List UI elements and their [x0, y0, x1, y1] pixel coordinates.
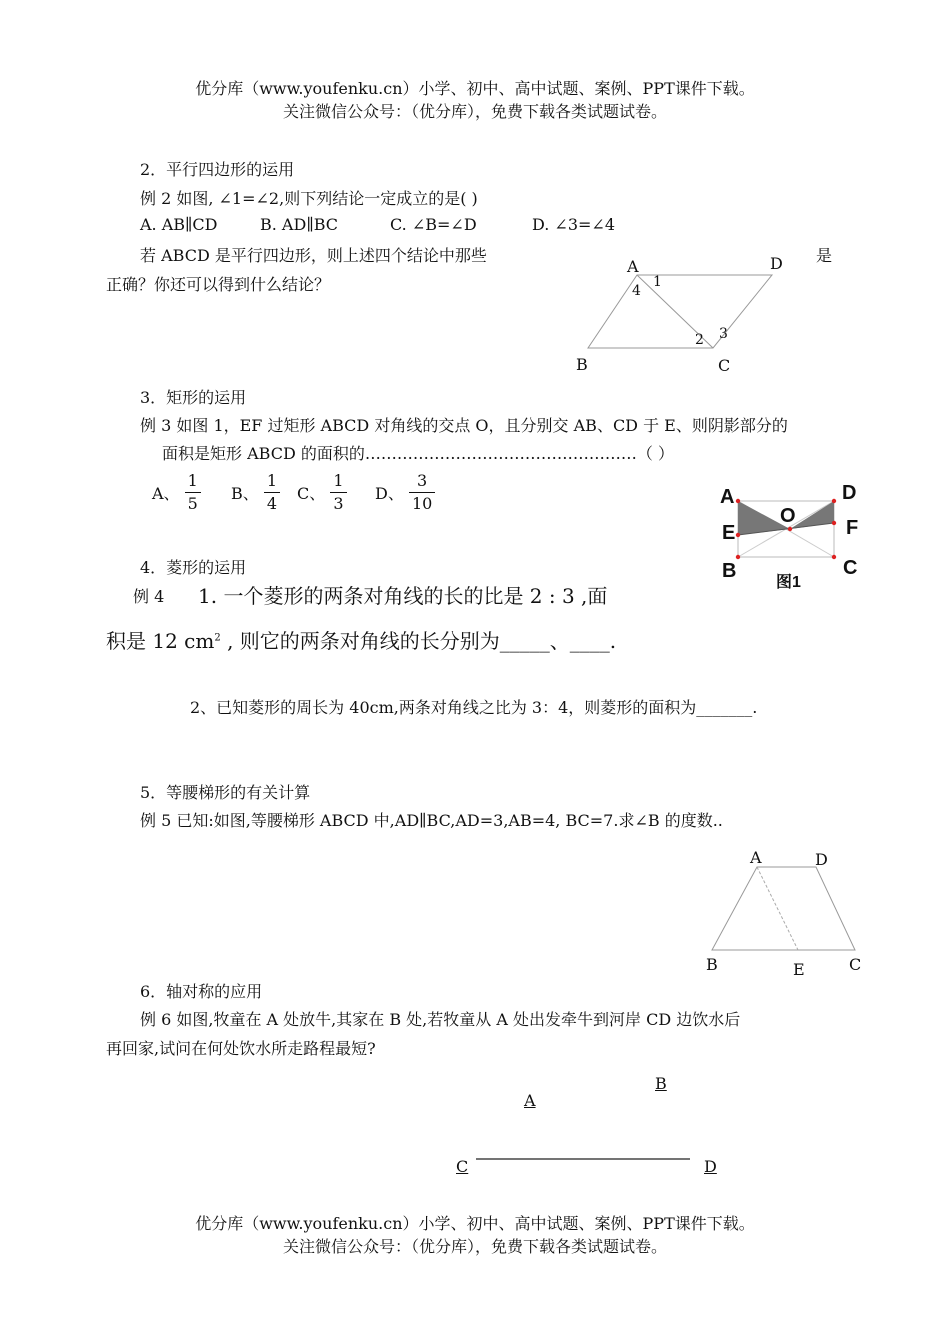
section-2-title: 2．平行四边形的运用: [140, 160, 295, 179]
fig1-label-d: D: [842, 482, 857, 504]
section-4-title: 4．菱形的运用: [140, 558, 247, 577]
example-4-question-1: 1. 一个菱形的两条对角线的长的比是 2 : 3 ,面: [198, 584, 608, 608]
fig5-label-b: B: [706, 955, 718, 974]
example-3-option-a: A、 $\frac{1}{5}$: [152, 473, 201, 512]
fig6-label-a: A: [524, 1091, 536, 1110]
fraction-one-fifth: $\frac{1}{5}$: [185, 473, 201, 512]
example-3-option-b: B、 $\frac{1}{4}$: [231, 473, 280, 512]
example-3-option-d: D、 $\frac{3}{10}$: [375, 473, 435, 512]
header-line-2: 关注微信公众号：（优分库），免费下载各类试题试卷。: [282, 102, 667, 121]
fig5-label-a: A: [750, 848, 762, 867]
river-figure: [470, 1150, 700, 1170]
fig1-label-o: O: [780, 505, 796, 527]
example-2-option-a: A. AB∥CD: [140, 215, 218, 234]
fraction-one-fourth: $\frac{1}{4}$: [264, 473, 280, 512]
example-4-question-2: 2、已知菱形的周长为 40cm,两条对角线之比为 3：4，则菱形的面积为_______.: [190, 698, 758, 717]
footer-line-2: 关注微信公众号：（优分库），免费下载各类试题试卷。: [282, 1237, 667, 1256]
section-5-title: 5．等腰梯形的有关计算: [140, 783, 311, 802]
fig5-label-d: D: [815, 850, 828, 869]
fig5-label-c: C: [849, 955, 862, 974]
fig2-angle-4: 4: [632, 283, 641, 299]
fig1-label-c: C: [843, 557, 858, 579]
parallelogram-figure: [570, 250, 840, 380]
example-4-question-1-cont: 积是 12 $cm^2$ , 则它的两条对角线的长分别为_____、____.: [106, 629, 617, 653]
fig2-label-b: B: [576, 355, 588, 374]
fig1-label-f: F: [846, 517, 859, 539]
fig2-label-a: A: [627, 257, 639, 276]
fig2-label-c: C: [718, 356, 731, 375]
example-3-question-1: 例 3 如图 1，EF 过矩形 ABCD 对角线的交点 O，且分别交 AB、CD 于 E、则阴影部分的: [140, 416, 788, 435]
trapezoid-figure: [700, 855, 870, 965]
example-6-question-1: 例 6 如图,牧童在 A 处放牛,其家在 B 处,若牧童从 A 处出发牵牛到河岸 CD 边饮水后: [140, 1010, 741, 1029]
example-3-question-2: 面积是矩形 ABCD 的面积的……………………………………………（ ）: [162, 444, 674, 463]
fig6-label-d: D: [704, 1157, 717, 1176]
example-2-question: 例 2 如图, ∠1=∠2,则下列结论一定成立的是( ): [140, 189, 478, 208]
fig2-angle-3: 3: [719, 326, 728, 342]
fig1-label-b: B: [722, 560, 737, 582]
fig6-label-b: B: [655, 1074, 667, 1093]
fraction-one-third: $\frac{1}{3}$: [330, 473, 346, 512]
fig6-label-c: C: [456, 1157, 469, 1176]
example-2-option-b: B. AD∥BC: [260, 215, 338, 234]
example-2-option-c: C. ∠B=∠D: [390, 215, 477, 234]
fig2-label-d: D: [770, 254, 783, 273]
fig5-label-e: E: [793, 960, 805, 979]
example-3-option-c: C、 $\frac{1}{3}$: [297, 473, 347, 512]
example-4-label: 例 4: [133, 587, 165, 606]
example-2-option-d: D. ∠3=∠4: [532, 215, 616, 234]
example-6-question-2: 再回家,试问在何处饮水所走路程最短?: [106, 1039, 376, 1058]
footer-line-1: 优分库（www.youfenku.cn）小学、初中、高中试题、案例、PPT课件下载。: [195, 1214, 755, 1233]
fig2-angle-1: 1: [653, 274, 662, 290]
section-3-title: 3．矩形的运用: [140, 388, 247, 407]
example-5-question: 例 5 已知:如图,等腰梯形 ABCD 中,AD∥BC,AD=3,AB=4, BC=7.求∠B 的度数..: [140, 811, 723, 830]
fig1-caption: 图1: [776, 574, 801, 591]
fraction-three-tenths: $\frac{3}{10}$: [409, 473, 435, 512]
section-6-title: 6．轴对称的应用: [140, 982, 263, 1001]
example-2-follow-2: 正确？你还可以得到什么结论？: [106, 275, 331, 294]
fig1-label-a: A: [720, 486, 735, 508]
fig2-angle-2: 2: [695, 332, 704, 348]
example-2-follow-1: 若 ABCD 是平行四边形，则上述四个结论中那些: [140, 246, 487, 265]
fig1-label-e: E: [722, 522, 736, 544]
example-2-follow-1b: 是: [816, 246, 833, 265]
header-line-1: 优分库（www.youfenku.cn）小学、初中、高中试题、案例、PPT课件下载。: [195, 79, 755, 98]
